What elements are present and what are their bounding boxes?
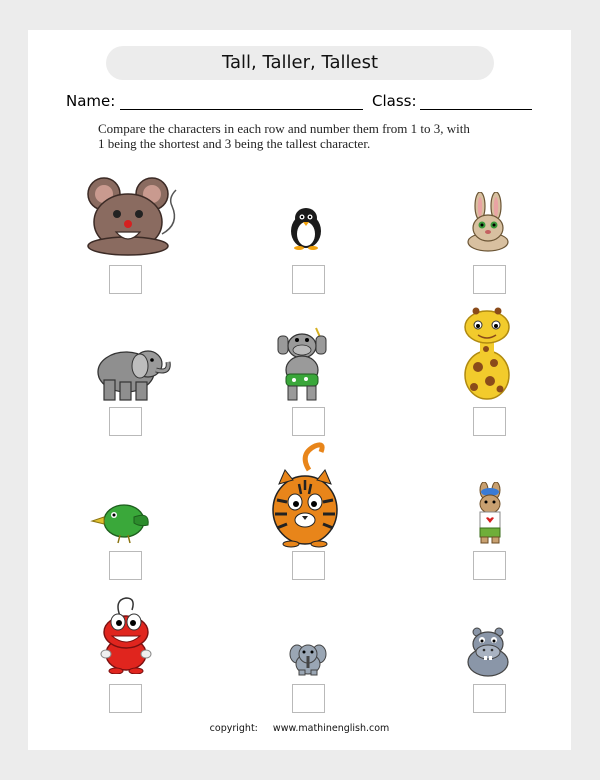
rank-box[interactable] bbox=[109, 684, 142, 713]
elephant-icon bbox=[90, 340, 174, 402]
rank-box[interactable] bbox=[292, 265, 325, 294]
small-elephant-icon bbox=[289, 640, 327, 676]
penguin-icon bbox=[287, 206, 325, 250]
rank-box[interactable] bbox=[109, 265, 142, 294]
worksheet-title: Tall, Taller, Tallest bbox=[106, 46, 494, 80]
rank-box[interactable] bbox=[292, 551, 325, 580]
rank-box[interactable] bbox=[292, 407, 325, 436]
name-label: Name: bbox=[66, 92, 116, 110]
giraffe-icon bbox=[454, 305, 520, 401]
name-line[interactable] bbox=[120, 109, 363, 110]
rank-box[interactable] bbox=[473, 407, 506, 436]
copyright-label: copyright: bbox=[209, 723, 258, 734]
rank-box[interactable] bbox=[473, 684, 506, 713]
mouse-icon bbox=[84, 176, 182, 256]
rank-box[interactable] bbox=[473, 551, 506, 580]
website-link[interactable]: www.mathinenglish.com bbox=[272, 723, 390, 734]
footer bbox=[28, 723, 571, 734]
instructions bbox=[98, 121, 528, 151]
rank-box[interactable] bbox=[109, 407, 142, 436]
class-line[interactable] bbox=[420, 109, 532, 110]
class-label: Class: bbox=[372, 92, 417, 110]
hippo-icon bbox=[465, 626, 511, 678]
worksheet bbox=[28, 30, 571, 750]
bunny-shirt-icon bbox=[472, 482, 508, 546]
tiger-icon bbox=[269, 440, 341, 548]
instructions-line-1: Compare the characters in each row and number them from 1 to 3, with bbox=[98, 121, 470, 136]
bird-icon bbox=[90, 497, 152, 545]
instructions-line-2: 1 being the shortest and 3 being the tallest character. bbox=[98, 136, 371, 151]
hippo-weightlifter-icon bbox=[272, 324, 332, 402]
rabbit-icon bbox=[462, 192, 514, 252]
bug-creature-icon bbox=[96, 596, 156, 674]
rank-box[interactable] bbox=[109, 551, 142, 580]
rank-box[interactable] bbox=[292, 684, 325, 713]
rank-box[interactable] bbox=[473, 265, 506, 294]
